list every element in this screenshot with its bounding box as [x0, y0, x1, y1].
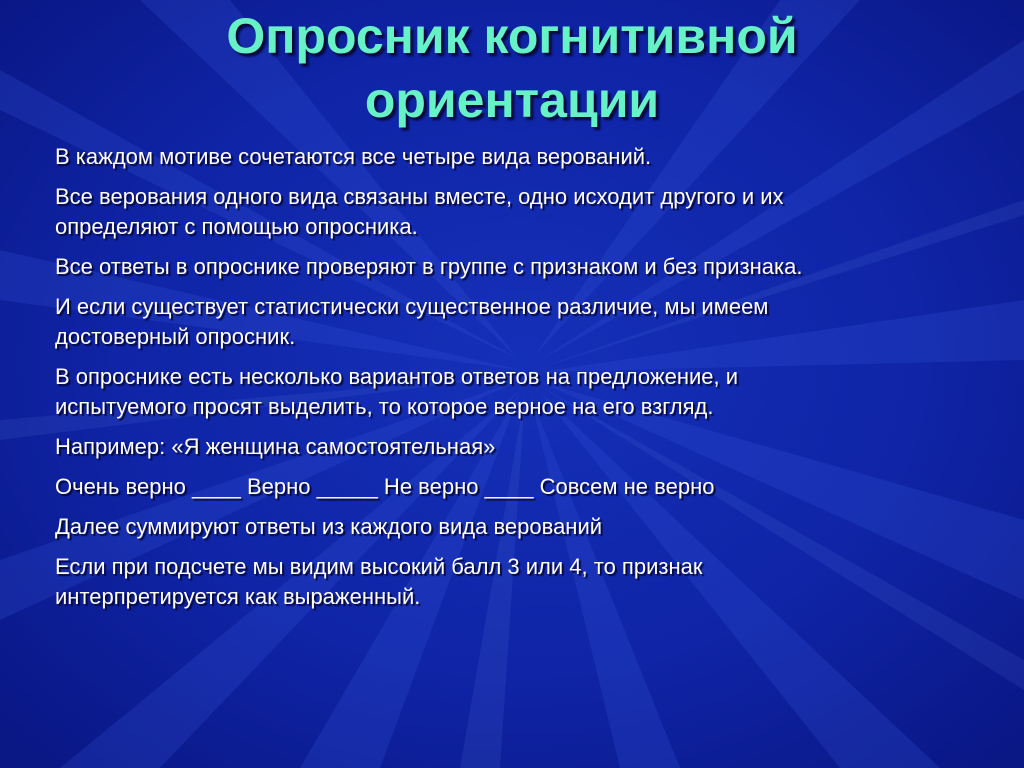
paragraph-beliefs-linked: Все верования одного вида связаны вместе, одно исходит другого и их определяют с помощью опросника.	[55, 184, 784, 239]
title-line-2: ориентации	[364, 72, 660, 128]
title-line-1: Опросник когнитивной	[226, 8, 798, 64]
paragraph-summing: Далее суммируют ответы из каждого вида верований	[55, 514, 603, 539]
slide-body	[55, 142, 955, 622]
paragraph-example: Например: «Я женщина самостоятельная»	[55, 434, 496, 459]
paragraph-statistical-difference: И если существует статистически существенное различие, мы имеем достоверный опросник.	[55, 294, 769, 349]
paragraph-interpretation: Если при подсчете мы видим высокий балл 3 или 4, то признак интерпретируется как выраженный.	[55, 554, 703, 609]
slide-title	[0, 4, 1024, 132]
paragraph-beliefs-combined: В каждом мотиве сочетаются все четыре вида верований.	[55, 144, 652, 169]
paragraph-answer-variants: В опроснике есть несколько вариантов ответов на предложение, и испытуемого просят выделить, то которое верное на его взгляд.	[55, 364, 739, 419]
paragraph-answer-scale: Очень верно ____ Верно _____ Не верно ____ Совсем не верно	[55, 474, 715, 499]
paragraph-answers-checked: Все ответы в опроснике проверяют в группе с признаком и без признака.	[55, 254, 803, 279]
